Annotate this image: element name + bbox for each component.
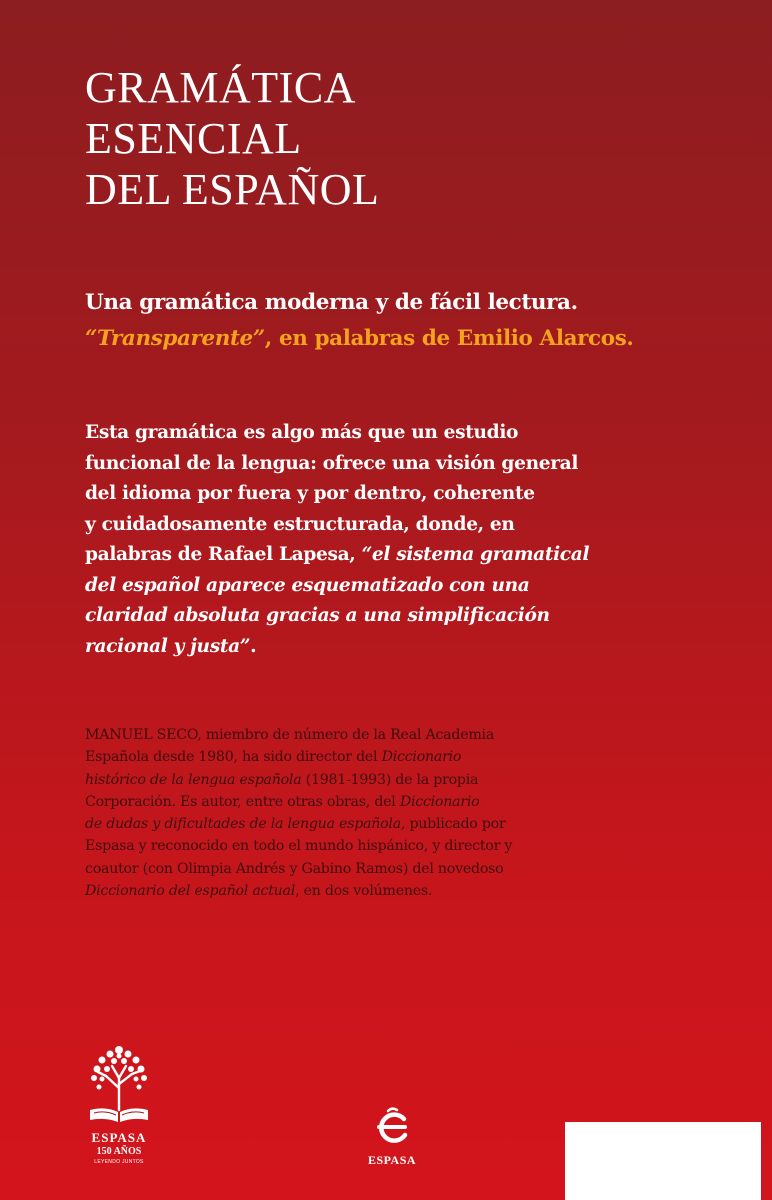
desc-line-5-quote: “el sistema gramatical: [361, 544, 590, 565]
bio-line-8: [85, 880, 725, 902]
title-line-1: GRAMÁTICA: [85, 63, 356, 112]
bio-line-3: [85, 769, 725, 791]
bio-line-8-plain: , en dos volúmenes.: [295, 883, 433, 900]
desc-line-7: [85, 601, 725, 632]
bio-line-8-italic: Diccionario del español actual: [85, 883, 296, 900]
bio-line-5: [85, 813, 725, 835]
bio-line-1: MANUEL SECO, miembro de número de la Real Academia: [85, 727, 495, 743]
title-line-3: DEL ESPAÑOL: [85, 165, 380, 214]
bio-line-4: [85, 791, 725, 813]
bio-line-3-plain: (1981-1993) de la propia: [301, 771, 479, 788]
bio-line-4-plain: Corporación. Es autor, entre otras obras, del: [85, 793, 400, 810]
desc-line-6: [85, 571, 725, 602]
espasa-logo: [360, 1105, 424, 1175]
desc-line-3: del idioma por fuera y por dentro, coherente: [85, 483, 535, 504]
desc-line-5: [85, 540, 725, 571]
desc-line-8-quote: racional y justa”: [85, 635, 251, 657]
desc-line-1: Esta gramática es algo más que un estudio: [85, 422, 519, 443]
espasa-150-logo: [80, 1042, 158, 1172]
bio-line-3-italic: histórico de la lengua española: [85, 771, 302, 788]
description: [85, 418, 725, 662]
center-logo-name: ESPASA: [367, 1153, 417, 1167]
desc-line-2: funcional de la lengua: ofrece una visión general: [85, 452, 579, 474]
tagline-line-2: [85, 321, 633, 357]
tagline: [85, 285, 633, 357]
book-title: [85, 62, 379, 215]
desc-line-4: y cuidadosamente estructurada, donde, en: [85, 513, 515, 535]
barcode-area: [565, 1122, 761, 1200]
bio-line-2: [85, 746, 725, 768]
bio-line-4-italic: Diccionario: [399, 793, 480, 810]
left-logo-years: 150 AÑOS: [96, 1146, 142, 1157]
bio-line-6: Espasa y reconocido en todo el mundo hispánico, y director y: [85, 838, 513, 855]
desc-line-7-quote: claridad absoluta gracias a una simplificación: [85, 605, 550, 626]
tagline-line-1: Una gramática moderna y de fácil lectura.: [85, 290, 578, 315]
desc-line-5-plain: palabras de Rafael Lapesa,: [85, 544, 362, 565]
tagline-quote: “Transparente”: [85, 326, 265, 351]
bio-line-5-italic: de dudas y dificultades de la lengua española: [85, 816, 401, 833]
left-logo-subtitle: LEYENDO JUNTOS: [94, 1159, 144, 1165]
tree-book-icon: [80, 1042, 158, 1130]
bio-line-7: coautor (con Olimpia Andrés y Gabino Ramos) del novedoso: [85, 860, 504, 877]
title-line-2: ESENCIAL: [85, 114, 302, 163]
bio-line-2-italic: Diccionario: [381, 749, 462, 766]
desc-line-8-end: .: [250, 635, 257, 657]
tagline-rest: , en palabras de Emilio Alarcos.: [264, 326, 634, 351]
left-logo-name: ESPASA: [91, 1130, 147, 1145]
bio-line-2-plain: Española desde 1980, ha sido director del: [85, 749, 382, 766]
desc-line-6-quote: del español aparece esquematizado con una: [85, 574, 530, 596]
desc-line-8: [85, 632, 725, 663]
bio-line-5-plain: , publicado por: [400, 816, 506, 833]
espasa-e-icon: [360, 1105, 424, 1151]
author-bio: [85, 724, 725, 902]
